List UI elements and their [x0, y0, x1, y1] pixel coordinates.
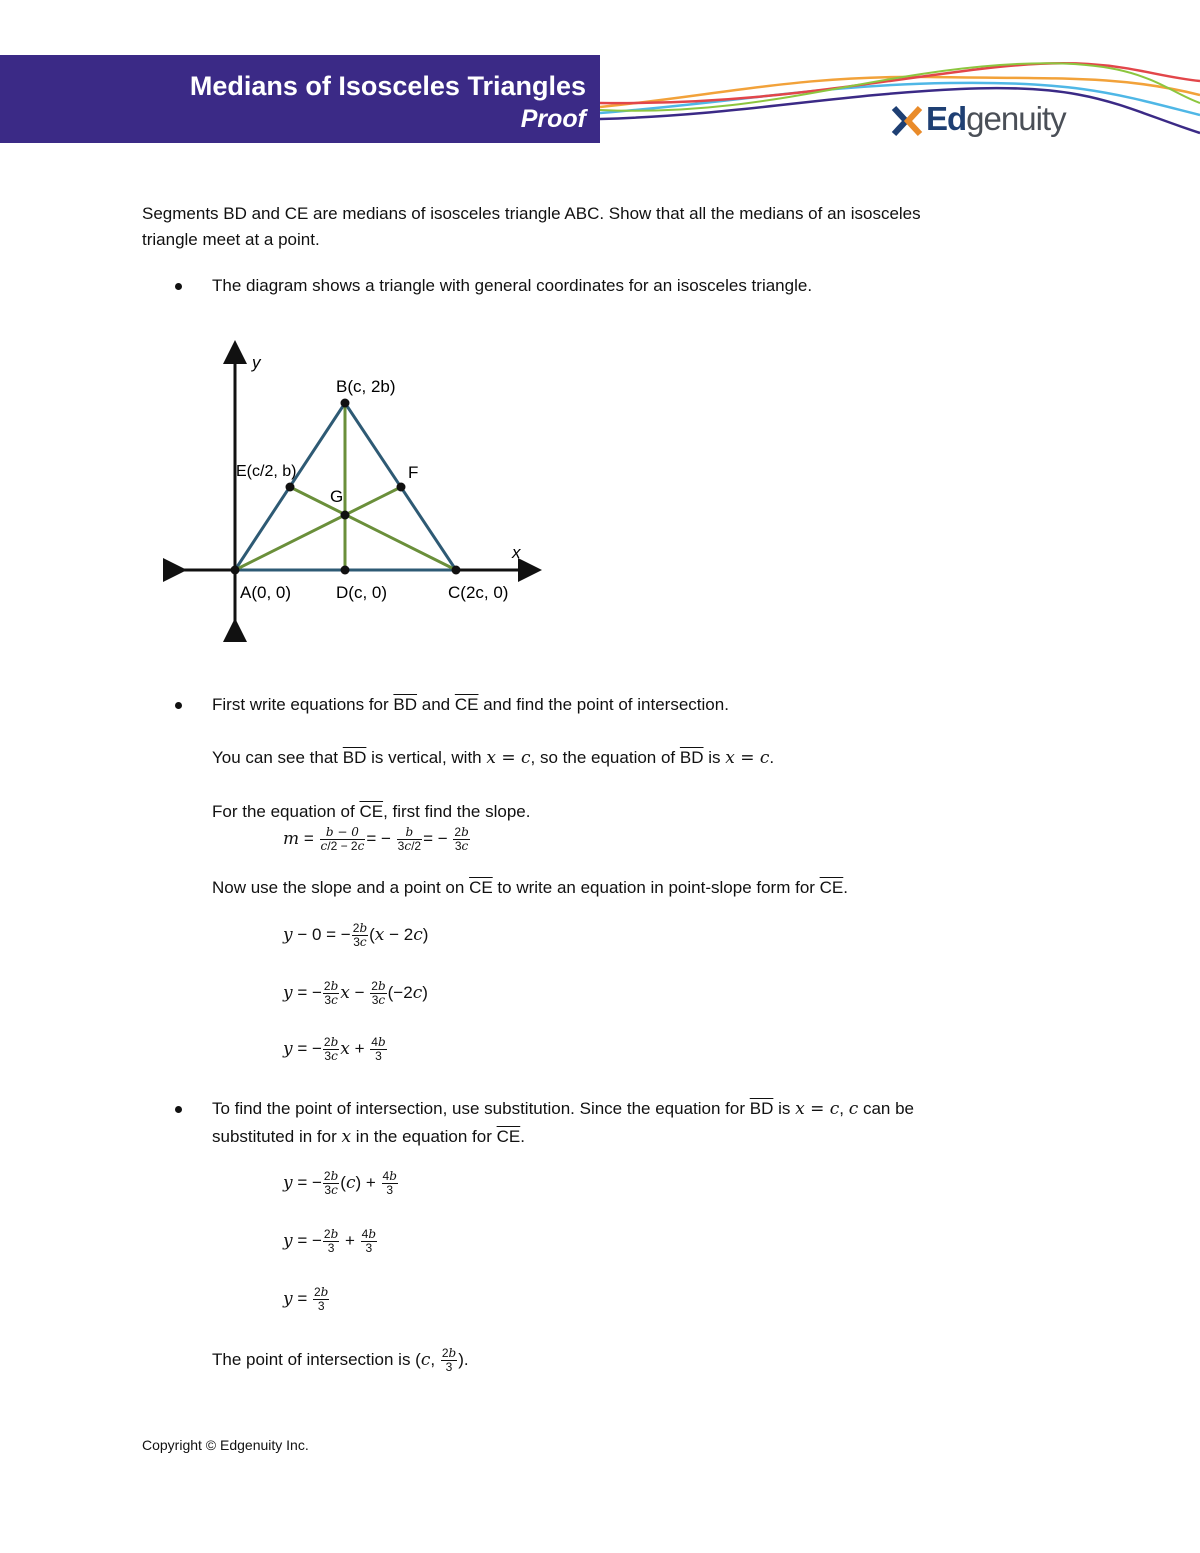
- point-c: [452, 566, 461, 575]
- substitution-1: y = − $\frac{2b}{3c}$ (c) + $\frac{4b}{3}$: [283, 1169, 397, 1197]
- slope-intro: For the equation of $\overline{CE}$, first find the slope.: [212, 802, 531, 821]
- equation-2: y = − $\frac{2b}{3c}$ x − $\frac{2b}{3c}$ (−2c): [283, 979, 428, 1007]
- substitution-2: y = − $\frac{2b}{3}$ + $\frac{4b}{3}$: [283, 1227, 377, 1255]
- intro-line-1: Segments BD and CE are medians of isosceles triangle ABC. Show that all the medians of an isosceles: [142, 204, 921, 223]
- substitution-3: y = $\frac{2b}{3}$: [283, 1285, 329, 1313]
- label-c: C(2c, 0): [448, 583, 509, 602]
- point-d: [341, 566, 350, 575]
- slope-equation: m = $\frac{b - 0}{c/2 - 2c}$ = − $\frac{b}{3c/2}$ = − $\frac{2b}{3c}$: [283, 825, 469, 853]
- triangle-diagram: [160, 340, 560, 650]
- point-a: [231, 566, 240, 575]
- label-e: E(c/2, b): [236, 463, 297, 480]
- conclusion: The point of intersection is (c, $\frac{2b}{3}$ ).: [212, 1346, 469, 1375]
- page-subtitle: Proof: [520, 105, 586, 133]
- bullet-3-line-2: substituted in for x in the equation for $\overline{CE}$.: [212, 1127, 525, 1147]
- intro-line-2: triangle meet at a point.: [142, 230, 320, 249]
- label-b: B(c, 2b): [336, 377, 396, 396]
- equation-1: y − 0 = − $\frac{2b}{3c}$ (x − 2c): [283, 921, 429, 949]
- logo-wordmark: Edgenuity: [926, 100, 1066, 137]
- equation-3: y = − $\frac{2b}{3c}$ x + $\frac{4b}{3}$: [283, 1035, 386, 1063]
- label-f: F: [408, 463, 419, 482]
- x-axis-label: x: [512, 543, 521, 562]
- page-title: Medians of Isosceles Triangles: [189, 71, 586, 101]
- bullet-2-text: First write equations for $\overline{BD}$ and $\overline{CE}$ and find the point of intersection.: [212, 695, 729, 714]
- edgenuity-x-icon: [890, 104, 924, 138]
- point-b: [341, 399, 350, 408]
- bullet-dot: [175, 1106, 182, 1113]
- point-f: [397, 483, 406, 492]
- label-a: A(0, 0): [240, 583, 292, 602]
- header-banner: [0, 55, 600, 143]
- point-g: [341, 511, 350, 520]
- copyright-footer: Copyright © Edgenuity Inc.: [142, 1437, 309, 1453]
- label-d: D(c, 0): [336, 583, 387, 602]
- point-e: [286, 483, 295, 492]
- bullet-dot: [175, 702, 182, 709]
- bullet-dot: [175, 283, 182, 290]
- bullet-3-line-1: To find the point of intersection, use substitution. Since the equation for $\overline{BD}$ is x = c, c can be: [212, 1099, 915, 1119]
- point-slope-intro: Now use the slope and a point on $\overline{CE}$ to write an equation in point-slope form for $\overline{CE}$.: [212, 878, 849, 897]
- y-axis-label: y: [252, 353, 261, 372]
- bullet-1-text: The diagram shows a triangle with general coordinates for an isosceles triangle.: [212, 276, 813, 295]
- label-g: G: [330, 487, 344, 506]
- vertical-statement: You can see that $\overline{BD}$ is vertical, with x = c, so the equation of $\overline{BD}$ is x = c.: [212, 748, 775, 768]
